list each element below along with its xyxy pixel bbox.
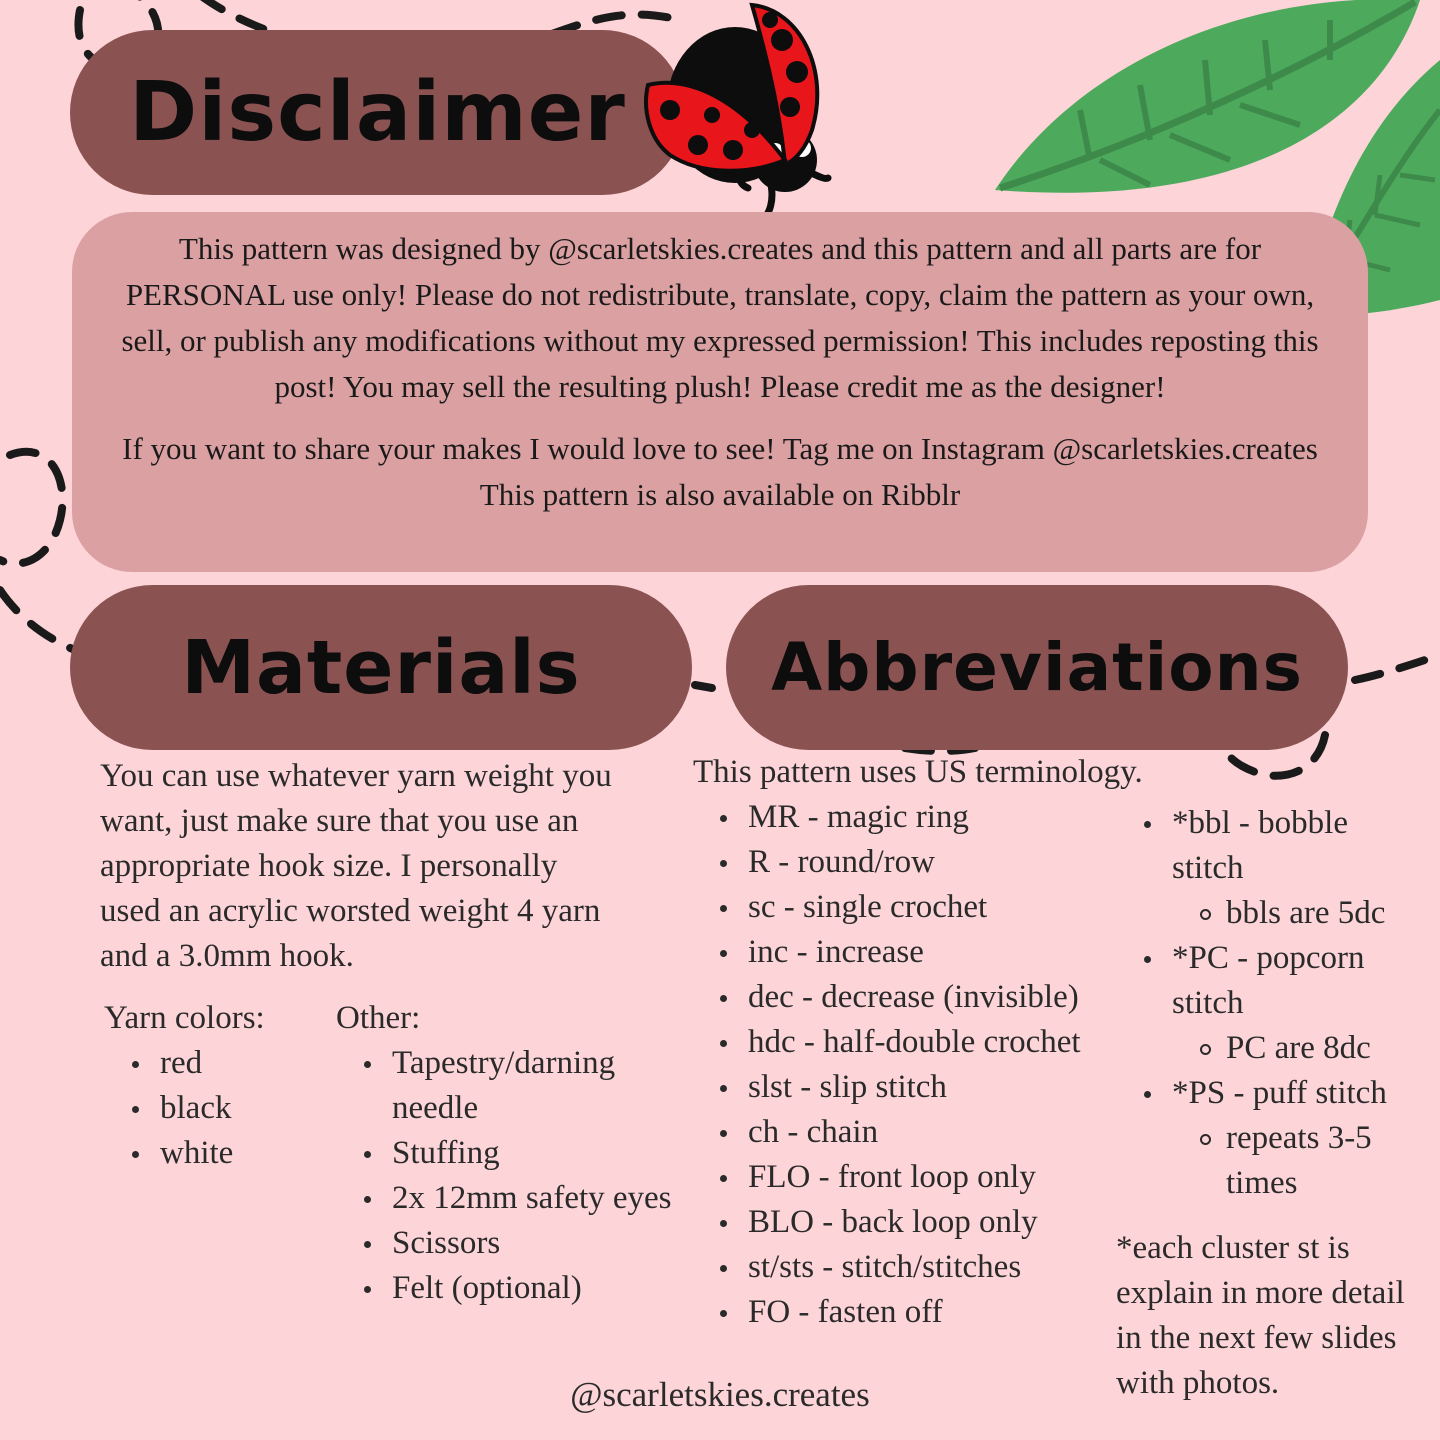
list-item: repeats 3-5 times [1172, 1116, 1376, 1206]
yarn-colors-section [104, 996, 324, 1176]
list-item: red [104, 1041, 324, 1086]
materials-heading-pill [70, 585, 692, 750]
list-item: ch - chain [692, 1110, 1132, 1155]
abbreviations-heading: Abbreviations [771, 629, 1303, 706]
list-item: black [104, 1086, 324, 1131]
cluster-note: *each cluster st is explain in more detail in the next few slides with photos. [1116, 1230, 1405, 1401]
cluster-stitch-list [1116, 801, 1416, 1206]
list-item: FLO - front loop only [692, 1155, 1132, 1200]
other-materials-list [336, 1041, 686, 1311]
list-item: *PS - puff stitch [1116, 1071, 1412, 1116]
disclaimer-paragraph-1: This pattern was designed by @scarletskies.creates and this pattern and all parts are for PERSONAL use only! Please do not redistribute, translate, copy, claim the pattern as your own, sell, or publish any modifications without my expressed permission! This includes reposting this post! You may sell the resulting plush! Please credit me as the designer! [121, 231, 1319, 404]
list-item: R - round/row [692, 840, 1132, 885]
list-item: BLO - back loop only [692, 1200, 1132, 1245]
list-item: 2x 12mm safety eyes [336, 1176, 686, 1221]
abbreviations-intro: This pattern uses US terminology. [693, 754, 1143, 790]
list-item: sc - single crochet [692, 885, 1132, 930]
list-item: *PC - popcorn stitch [1116, 936, 1392, 1026]
other-label: Other: [336, 1000, 421, 1036]
other-materials-section [336, 996, 686, 1311]
list-item: MR - magic ring [692, 795, 1132, 840]
list-item: Stuffing [336, 1131, 686, 1176]
list-item: dec - decrease (invisible) [692, 975, 1132, 1020]
abbreviations-list [692, 795, 1132, 1335]
list-item: bbls are 5dc [1172, 891, 1416, 936]
disclaimer-paragraph-2: If you want to share your makes I would love to see! Tag me on Instagram @scarletskies.creates This pattern is also available on Ribblr [122, 431, 1318, 512]
disclaimer-heading: Disclaimer [129, 65, 626, 160]
materials-heading: Materials [181, 624, 581, 711]
list-item: *bbl - bobble stitch [1116, 801, 1372, 891]
list-item: Tapestry/darning needle [336, 1041, 642, 1131]
list-item: hdc - half-double crochet [692, 1020, 1132, 1065]
list-item: st/sts - stitch/stitches [692, 1245, 1132, 1290]
list-item: white [104, 1131, 324, 1176]
list-item: PC are 8dc [1172, 1026, 1416, 1071]
list-item: Felt (optional) [336, 1266, 686, 1311]
materials-intro: You can use whatever yarn weight you want, just make sure that you use an appropriate hook size. I personally used an acrylic worsted weight 4 yarn and a 3.0mm hook. [100, 758, 612, 974]
yarn-colors-list [104, 1041, 324, 1176]
list-item: inc - increase [692, 930, 1132, 975]
list-item: Scissors [336, 1221, 686, 1266]
list-item: slst - slip stitch [692, 1065, 1132, 1110]
list-item: FO - fasten off [692, 1290, 1132, 1335]
yarn-colors-label: Yarn colors: [104, 1000, 265, 1036]
footer-handle: @scarletskies.creates [570, 1375, 870, 1414]
disclaimer-box [72, 212, 1368, 572]
abbreviations-heading-pill [726, 585, 1348, 750]
